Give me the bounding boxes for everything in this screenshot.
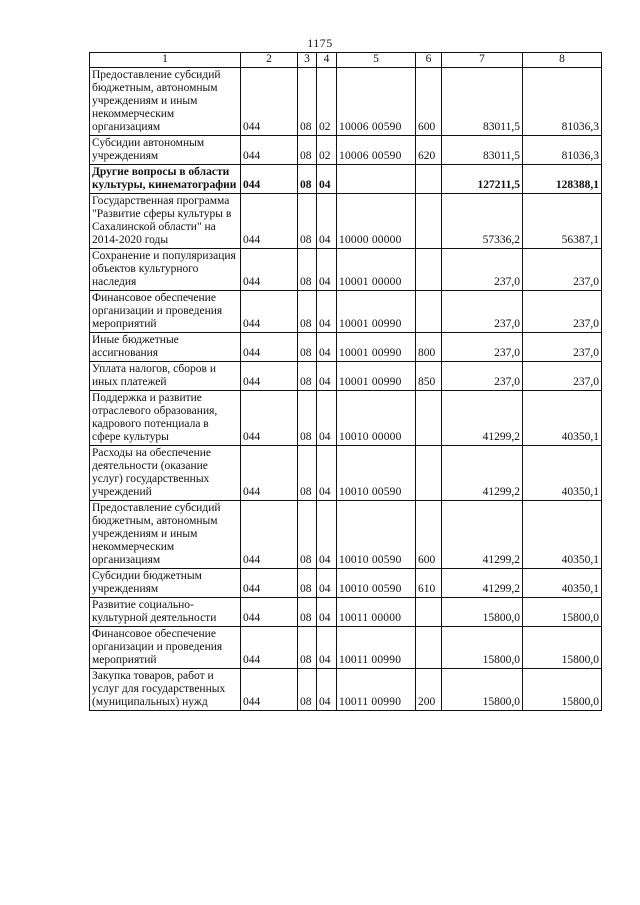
table-row xyxy=(90,598,602,627)
row-expense-type-cell: 600 xyxy=(416,68,442,136)
row-amount-2-cell: 15800,0 xyxy=(523,669,602,711)
row-target-article-cell: 10011 00990 xyxy=(337,627,416,669)
row-name-cell: Другие вопросы в области культуры, кинематографии xyxy=(90,165,241,194)
row-name-cell: Развитие социально-культурной деятельности xyxy=(90,598,241,627)
row-section-cell: 08 xyxy=(298,569,317,598)
row-amount-1-cell: 83011,5 xyxy=(442,68,523,136)
row-expense-type-cell xyxy=(416,627,442,669)
row-amount-2-cell: 237,0 xyxy=(523,333,602,362)
row-grbs-cell: 044 xyxy=(241,362,298,391)
table-row xyxy=(90,669,602,711)
row-amount-1-cell: 237,0 xyxy=(442,333,523,362)
row-subsection-cell: 04 xyxy=(317,627,337,669)
row-section-cell: 08 xyxy=(298,136,317,165)
table-row xyxy=(90,333,602,362)
row-amount-2-cell: 15800,0 xyxy=(523,598,602,627)
row-amount-1-cell: 41299,2 xyxy=(442,501,523,569)
row-grbs-cell: 044 xyxy=(241,446,298,501)
table-row xyxy=(90,165,602,194)
row-target-article-cell: 10001 00000 xyxy=(337,249,416,291)
row-subsection-cell: 04 xyxy=(317,598,337,627)
page-number: 1175 xyxy=(307,36,333,50)
row-subsection-cell: 04 xyxy=(317,391,337,446)
row-grbs-cell: 044 xyxy=(241,627,298,669)
column-header-5: 5 xyxy=(337,53,416,68)
row-section-cell: 08 xyxy=(298,669,317,711)
row-expense-type-cell: 610 xyxy=(416,569,442,598)
row-subsection-cell: 04 xyxy=(317,165,337,194)
row-grbs-cell: 044 xyxy=(241,569,298,598)
row-section-cell: 08 xyxy=(298,391,317,446)
row-target-article-cell: 10010 00590 xyxy=(337,501,416,569)
row-section-cell: 08 xyxy=(298,291,317,333)
table-body xyxy=(90,68,602,711)
row-grbs-cell: 044 xyxy=(241,194,298,249)
row-grbs-cell: 044 xyxy=(241,333,298,362)
column-header-7: 7 xyxy=(442,53,523,68)
row-section-cell: 08 xyxy=(298,249,317,291)
row-amount-2-cell: 40350,1 xyxy=(523,446,602,501)
table-row xyxy=(90,569,602,598)
row-section-cell: 08 xyxy=(298,362,317,391)
row-amount-2-cell: 40350,1 xyxy=(523,501,602,569)
column-header-1: 1 xyxy=(90,53,241,68)
row-amount-2-cell: 81036,3 xyxy=(523,68,602,136)
row-section-cell: 08 xyxy=(298,501,317,569)
row-grbs-cell: 044 xyxy=(241,68,298,136)
row-section-cell: 08 xyxy=(298,446,317,501)
row-name-cell: Уплата налогов, сборов и иных платежей xyxy=(90,362,241,391)
row-target-article-cell: 10006 00590 xyxy=(337,136,416,165)
table-row xyxy=(90,136,602,165)
row-subsection-cell: 04 xyxy=(317,362,337,391)
row-amount-2-cell: 15800,0 xyxy=(523,627,602,669)
row-amount-1-cell: 237,0 xyxy=(442,291,523,333)
row-expense-type-cell xyxy=(416,598,442,627)
column-number-header-row xyxy=(90,53,602,68)
row-name-cell: Финансовое обеспечение организации и проведения мероприятий xyxy=(90,291,241,333)
row-section-cell: 08 xyxy=(298,333,317,362)
row-amount-1-cell: 15800,0 xyxy=(442,627,523,669)
row-grbs-cell: 044 xyxy=(241,136,298,165)
row-name-cell: Сохранение и популяризация объектов культурного наследия xyxy=(90,249,241,291)
table-row xyxy=(90,362,602,391)
row-amount-2-cell: 128388,1 xyxy=(523,165,602,194)
row-name-cell: Предоставление субсидий бюджетным, автономным учреждениям и иным некоммерческим организациям xyxy=(90,68,241,136)
row-target-article-cell: 10010 00000 xyxy=(337,391,416,446)
row-expense-type-cell xyxy=(416,291,442,333)
row-name-cell: Субсидии бюджетным учреждениям xyxy=(90,569,241,598)
row-amount-1-cell: 41299,2 xyxy=(442,446,523,501)
row-name-cell: Предоставление субсидий бюджетным, автономным учреждениям и иным некоммерческим организациям xyxy=(90,501,241,569)
row-expense-type-cell: 200 xyxy=(416,669,442,711)
row-subsection-cell: 04 xyxy=(317,501,337,569)
row-amount-1-cell: 15800,0 xyxy=(442,598,523,627)
row-target-article-cell: 10011 00990 xyxy=(337,669,416,711)
row-target-article-cell: 10001 00990 xyxy=(337,362,416,391)
row-expense-type-cell: 600 xyxy=(416,501,442,569)
row-amount-2-cell: 40350,1 xyxy=(523,391,602,446)
budget-table xyxy=(89,52,602,711)
table-row xyxy=(90,194,602,249)
table-row xyxy=(90,446,602,501)
row-grbs-cell: 044 xyxy=(241,391,298,446)
row-subsection-cell: 04 xyxy=(317,249,337,291)
row-name-cell: Закупка товаров, работ и услуг для государственных (муниципальных) нужд xyxy=(90,669,241,711)
row-target-article-cell xyxy=(337,165,416,194)
table-row xyxy=(90,391,602,446)
row-target-article-cell: 10000 00000 xyxy=(337,194,416,249)
row-name-cell: Поддержка и развитие отраслевого образования, кадрового потенциала в сфере культуры xyxy=(90,391,241,446)
row-target-article-cell: 10010 00590 xyxy=(337,569,416,598)
row-target-article-cell: 10001 00990 xyxy=(337,333,416,362)
row-amount-2-cell: 237,0 xyxy=(523,291,602,333)
column-header-4: 4 xyxy=(317,53,337,68)
row-amount-1-cell: 237,0 xyxy=(442,362,523,391)
row-subsection-cell: 04 xyxy=(317,291,337,333)
row-amount-1-cell: 83011,5 xyxy=(442,136,523,165)
row-amount-1-cell: 237,0 xyxy=(442,249,523,291)
row-subsection-cell: 04 xyxy=(317,194,337,249)
row-expense-type-cell xyxy=(416,391,442,446)
table-row xyxy=(90,291,602,333)
row-section-cell: 08 xyxy=(298,165,317,194)
row-subsection-cell: 04 xyxy=(317,669,337,711)
row-expense-type-cell: 620 xyxy=(416,136,442,165)
row-section-cell: 08 xyxy=(298,627,317,669)
row-expense-type-cell xyxy=(416,165,442,194)
column-header-2: 2 xyxy=(241,53,298,68)
row-amount-1-cell: 41299,2 xyxy=(442,391,523,446)
row-amount-1-cell: 41299,2 xyxy=(442,569,523,598)
row-amount-2-cell: 237,0 xyxy=(523,249,602,291)
column-header-8: 8 xyxy=(523,53,602,68)
row-name-cell: Расходы на обеспечение деятельности (оказание услуг) государственных учреждений xyxy=(90,446,241,501)
row-subsection-cell: 04 xyxy=(317,569,337,598)
row-amount-2-cell: 237,0 xyxy=(523,362,602,391)
row-section-cell: 08 xyxy=(298,68,317,136)
row-amount-1-cell: 15800,0 xyxy=(442,669,523,711)
column-header-3: 3 xyxy=(298,53,317,68)
row-amount-1-cell: 127211,5 xyxy=(442,165,523,194)
row-amount-2-cell: 81036,3 xyxy=(523,136,602,165)
row-expense-type-cell xyxy=(416,249,442,291)
row-subsection-cell: 04 xyxy=(317,446,337,501)
row-section-cell: 08 xyxy=(298,598,317,627)
row-expense-type-cell xyxy=(416,194,442,249)
row-grbs-cell: 044 xyxy=(241,291,298,333)
row-target-article-cell: 10010 00590 xyxy=(337,446,416,501)
row-target-article-cell: 10006 00590 xyxy=(337,68,416,136)
row-target-article-cell: 10011 00000 xyxy=(337,598,416,627)
row-grbs-cell: 044 xyxy=(241,249,298,291)
row-expense-type-cell: 800 xyxy=(416,333,442,362)
table-row xyxy=(90,501,602,569)
row-section-cell: 08 xyxy=(298,194,317,249)
row-target-article-cell: 10001 00990 xyxy=(337,291,416,333)
table-row xyxy=(90,249,602,291)
row-subsection-cell: 04 xyxy=(317,333,337,362)
row-grbs-cell: 044 xyxy=(241,501,298,569)
row-amount-2-cell: 56387,1 xyxy=(523,194,602,249)
row-subsection-cell: 02 xyxy=(317,68,337,136)
row-grbs-cell: 044 xyxy=(241,669,298,711)
row-expense-type-cell xyxy=(416,446,442,501)
row-name-cell: Финансовое обеспечение организации и проведения мероприятий xyxy=(90,627,241,669)
row-name-cell: Субсидии автономным учреждениям xyxy=(90,136,241,165)
table-row xyxy=(90,627,602,669)
column-header-6: 6 xyxy=(416,53,442,68)
row-grbs-cell: 044 xyxy=(241,165,298,194)
row-grbs-cell: 044 xyxy=(241,598,298,627)
table-row xyxy=(90,68,602,136)
row-amount-1-cell: 57336,2 xyxy=(442,194,523,249)
row-name-cell: Государственная программа "Развитие сферы культуры в Сахалинской области" на 2014-2020 годы xyxy=(90,194,241,249)
row-expense-type-cell: 850 xyxy=(416,362,442,391)
row-name-cell: Иные бюджетные ассигнования xyxy=(90,333,241,362)
row-amount-2-cell: 40350,1 xyxy=(523,569,602,598)
row-subsection-cell: 02 xyxy=(317,136,337,165)
